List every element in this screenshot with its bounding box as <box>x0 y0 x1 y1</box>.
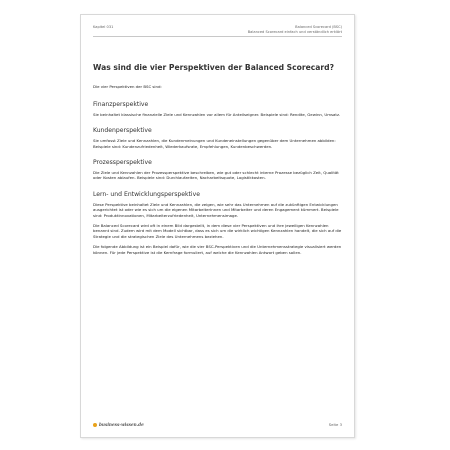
section-heading-finance: Finanzperspektive <box>93 100 149 108</box>
section-body-finance: Sie beinhaltet klassische finanzielle Ziele und Kennzahlen vor allem für Anteilseigner. Beispiele sind: Rendite, Gewinn, Umsatz. <box>93 111 341 117</box>
section-heading-customer: Kundenperspektive <box>93 127 152 135</box>
section-body-customer: Sie umfasst Ziele und Kennzahlen, die Kundenmeinungen und Kundeneinstellungen gegenüber dem Unternehmen abbilden: Beispiele sind: Kundenzufriedenheit, Wiederkaufsrate, Empfehlungen, Kundenbeschwerden. <box>93 138 336 149</box>
header-chapter: Kapitel 031 <box>93 25 114 29</box>
page-number: Seite 3 <box>328 422 342 427</box>
header-title: Balanced Scorecard (BSC) <box>295 25 342 29</box>
paragraph-figure-intro: Die folgende Abbildung ist ein Beispiel dafür, wie die vier BSC-Perspektiven und die Unternehmensstrategie visualisiert werden können. Für jede Perspektive ist die Kernfrage formuliert, auf welche die Kennzahlen Antwort geben sollen. <box>93 244 342 255</box>
page-footer <box>93 422 342 427</box>
logo-dot-icon <box>93 423 97 427</box>
intro-text: Die vier Perspektiven der BSC sind: <box>93 84 162 90</box>
document-page <box>80 14 355 438</box>
page-title: Was sind die vier Perspektiven der Balanced Scorecard? <box>93 63 334 72</box>
section-body-process: Die Ziele und Kennzahlen der Prozessperspektive beschreiben, wie gut oder schlecht interne Prozesse bezüglich Zeit, Qualität oder Kosten ablaufen. Beispiele sind: Durchlaufzeiten, Nacharbeitsquote, Logistikkosten. <box>93 170 339 181</box>
header-subtitle: Balanced Scorecard einfach und verständlich erklärt <box>247 30 342 34</box>
paragraph-visualization: Die Balanced Scorecard wird oft in einem Bild dargestellt, in dem diese vier Perspektiven und ihre jeweiligen Kennzahlen benannt sind. Zudem wird mit dem Modell sichtbar, dass es sich um die wirklich wichtigen Kennzahlen handelt, die sich auf die Strategie und die strategischen Ziele des Unternehmens beziehen. <box>93 223 342 239</box>
section-heading-learning: Lern- und Entwicklungsperspektive <box>93 190 200 198</box>
footer-logo[interactable] <box>93 422 144 427</box>
section-body-learning: Diese Perspektive beinhaltet Ziele und Kennzahlen, die zeigen, wie sehr das Unternehmen auf die zukünftigen Entwicklungen ausgerichtet ist oder wie es sich um die eigenen MitarbeiterInnen und Mitarbeiter und deren Engagement kümmert. Beispiele sind: Produktinnovationen, Mitarbeiterzufriedenheit, Unternehmensimage. <box>93 201 339 218</box>
section-heading-process: Prozessperspektive <box>93 159 152 167</box>
logo-text: business-wissen.de <box>99 422 144 427</box>
header-divider <box>93 36 342 37</box>
